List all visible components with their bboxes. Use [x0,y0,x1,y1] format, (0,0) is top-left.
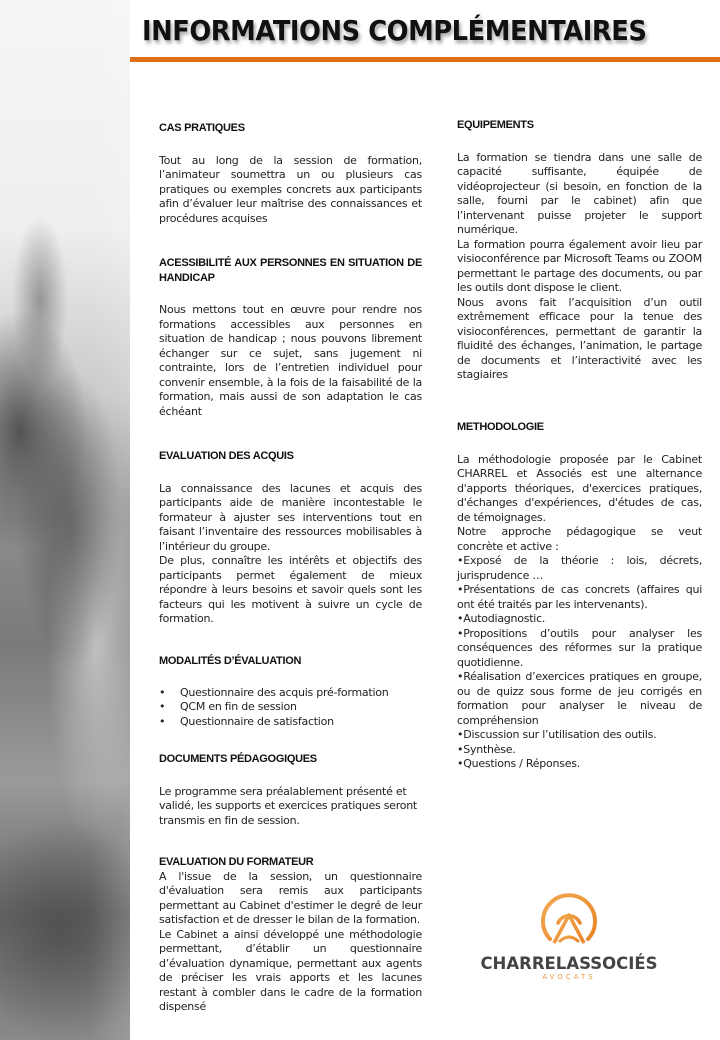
section-body: De plus, connaître les intérêts et objectifs des participants permet également de mieux répondre à leurs besoins et savoir quels sont les facteurs qui les motivent à suivre un cycle de formation. [159,554,422,625]
section-heading: EQUIPEMENTS [457,119,534,131]
section-evaluation-acquis [159,449,422,627]
section-body: La formation pourra également avoir lieu par visioconférence par Microsoft Teams ou ZOOM permettant le partage des documents, ou par les outils dont dispose le client. [457,237,702,294]
section-body: Notre approche pédagogique se veut concrète et active : [457,525,702,553]
list-item: •Discussion sur l’utilisation des outils. [457,728,657,741]
charrel-associes-logo [478,893,660,983]
list-item: •Exposé de la théorie : lois, décrets, jurisprudence … [457,554,702,582]
list-item: •Réalisation d’exercices pratiques en groupe, ou de quizz sous forme de jeu corrigés en formation pour analyser le niveau de compréhension [457,670,702,727]
section-body: A l'issue de la session, un questionnaire d'évaluation sera remis aux participants permettant au Cabinet d'estimer le degré de leur satisfaction et de dresser le bilan de la formation. [159,869,422,926]
section-body: La méthodologie proposée par le Cabinet CHARREL et Associés est une alternance d'apports théoriques, d'exercices pratiques, d'échanges d'expériences, d'études de cas, de témoignages. [457,452,702,524]
section-modalites [159,654,422,729]
list-item: •Autodiagnostic. [457,612,546,625]
section-documents [159,752,422,828]
title-underline [130,57,720,62]
list-item: •Présentations de cas concrets (affaires qui ont été traités par les intervenants). [457,583,702,611]
section-methodologie [457,420,702,772]
page-title: INFORMATIONS COMPLÉMENTAIRES [142,14,647,47]
section-equipements [457,118,702,383]
section-heading: ACESSIBILITÉ AUX PERSONNES EN SITUATION DE HANDICAP [159,257,422,284]
logo-name: CHARRELASSOCIÉS [480,954,658,973]
section-body: Le programme sera préalablement présenté et validé, les supports et exercices pratiques seront transmis en fin de session. [159,784,417,827]
list-item: • Questionnaire de satisfaction [159,715,422,730]
section-evaluation-formateur [159,855,422,1015]
section-body: Tout au long de la session de formation, l’animateur soumettra un ou plusieurs cas pratiques ou exemples concrets aux participants afin d’évaluer leur maîtrise des connaissances et procédures acquises [159,153,422,225]
section-body: Nous mettons tout en œuvre pour rendre nos formations accessibles aux personnes en situation de handicap ; nous pouvons librement échanger sur ce sujet, sans jugement ni contrainte, lors de l’entretien individuel pour convenir ensemble, à la fois de la faisabilité de la formation, mais aussi de son adaptation le cas échéant [159,303,422,418]
section-heading: DOCUMENTS PÉDAGOGIQUES [159,753,317,765]
list-item: •Synthèse. [457,742,516,756]
modalites-list [159,686,422,730]
section-heading: MODALITÉS D’ÉVALUATION [159,655,302,667]
list-item: • QCM en fin de session [159,700,422,715]
section-body: Le Cabinet a ainsi développé une méthodologie permettant, d’établir un questionnaire d’évaluation dynamique, permettant aux agents de préciser les vrais apports et les lacunes restant à combler dans le cadre de la formation dispensé [159,927,422,1013]
section-heading: EVALUATION DES ACQUIS [159,450,294,462]
raised-hand-photo [0,0,130,1040]
section-heading: CAS PRATIQUES [159,122,245,134]
section-cas-pratiques [159,121,422,226]
section-accessibilite [159,256,422,419]
list-item: •Propositions d’outils pour analyser les conséquences des réformes sur la pratique quotidienne. [457,626,702,669]
section-body: La connaissance des lacunes et acquis des participants aide de manière incontestable le formateur à ajuster ses interventions tout en faisant l’inventaire des ressources mobilisables à l’intérieur du groupe. [159,481,422,553]
logo-subtitle: AVOCATS [542,973,596,981]
logo-mark-icon [538,893,600,953]
section-body: Nous avons fait l’acquisition d’un outil extrêmement efficace pour la tenue des visioconférences, permettant de garantir la fluidité des échanges, l’animation, le partage de documents et l’interactivité avec les stagiaires [457,295,702,381]
list-item: •Questions / Réponses. [457,757,580,770]
section-heading: EVALUATION DU FORMATEUR [159,856,314,868]
list-item: • Questionnaire des acquis pré-formation [159,686,422,701]
section-heading: METHODOLOGIE [457,421,544,433]
section-body: La formation se tiendra dans une salle de capacité suffisante, équipée de vidéoprojecteur (si besoin, en fonction de la salle, fourni par le cabinet) afin que l’intervenant puisse projeter le support numérique. [457,150,702,236]
